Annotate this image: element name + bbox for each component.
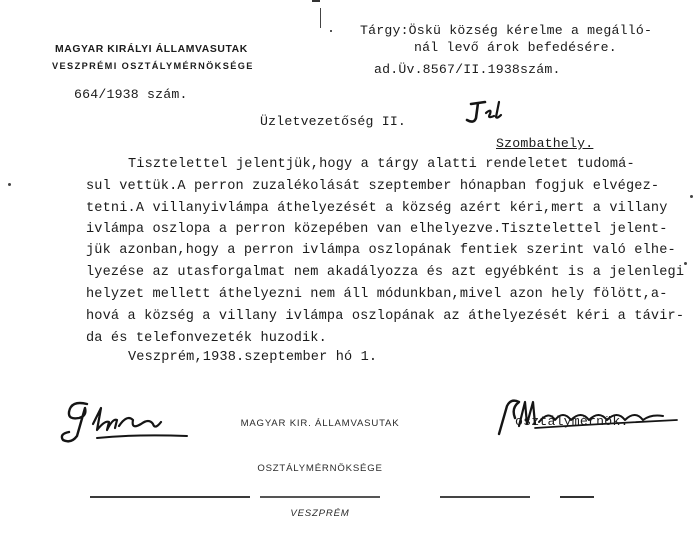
scan-dot: [690, 195, 693, 198]
body-line: jük azonban,hogy a perron ivlámpa oszlopának fentiek szerint való elhe-: [86, 243, 676, 258]
scan-mark-top: [312, 0, 320, 2]
subject-line1: Tárgy:Öskü község kérelme a megálló-: [360, 23, 653, 38]
signature-title: osztálymérnök.: [515, 414, 629, 429]
org-name-line2: VESZPRÉMI OSZTÁLYMÉRNÖKSÉGE: [52, 61, 254, 71]
addressee-place: Szombathely.: [496, 136, 594, 151]
handwritten-note: [440, 80, 500, 110]
scan-mark-tick: [320, 8, 324, 28]
org-name-line1: MAGYAR KIRÁLYI ÁLLAMVASUTAK: [55, 44, 248, 55]
signature-left: [38, 378, 178, 430]
body-line: hová a község a villany ivlámpa oszlopának az áthelyezését kéri a távir-: [86, 309, 685, 324]
handwritten-signature-left: [57, 396, 197, 448]
body-line: Tisztelettel jelentjük,hogy a tárgy alatti rendeletet tudomá-: [128, 157, 635, 172]
scan-edge-bottom: [90, 496, 250, 498]
scan-edge-bottom: [560, 496, 594, 498]
scan-edge-bottom: [260, 496, 380, 498]
body-line: da és telefonvezeték huzodik.: [86, 331, 327, 346]
body-line: lyezése az utasforgalmat nem akadályozza és azt egyébként is a jelenlegi: [86, 265, 685, 280]
date-line: Veszprém,1938.szeptember hó 1.: [128, 350, 378, 365]
stamp-line2: OSZTÁLYMÉRNÖKSÉGE: [257, 463, 383, 474]
stamp-line1: MAGYAR KIR. ÁLLAMVASUTAK: [240, 418, 400, 429]
scan-dot: [684, 262, 687, 265]
stamp-line3: VESZPRÉM: [290, 508, 350, 519]
scan-edge-bottom: [440, 496, 530, 498]
subject-reference: ad.Üv.8567/II.1938szám.: [374, 62, 561, 77]
body-line: ivlámpa oszlopa a perron közepében van elhelyezve.Tisztelettel jelent-: [86, 222, 668, 237]
body-line: helyzet mellett áthelyezni nem áll módunkban,mivel azon hely fölött,a-: [86, 287, 668, 302]
scan-mark-dot: [330, 30, 332, 32]
body-line: sul vettük.A perron zuzalékolását szeptember hónapban fogjuk elvégez-: [86, 179, 660, 194]
addressee-name: Üzletvezetőség II.: [260, 114, 407, 129]
scan-dot: [8, 183, 11, 186]
body-line: tetni.A villanyivlámpa áthelyezését a község azért kéri,mert a villany: [86, 201, 668, 216]
handwritten-jel-mark: [459, 98, 519, 128]
official-stamp: [230, 386, 410, 536]
ref-number: 664/1938 szám.: [74, 87, 188, 102]
subject-line2: nál levő árok befedésére.: [414, 40, 617, 55]
